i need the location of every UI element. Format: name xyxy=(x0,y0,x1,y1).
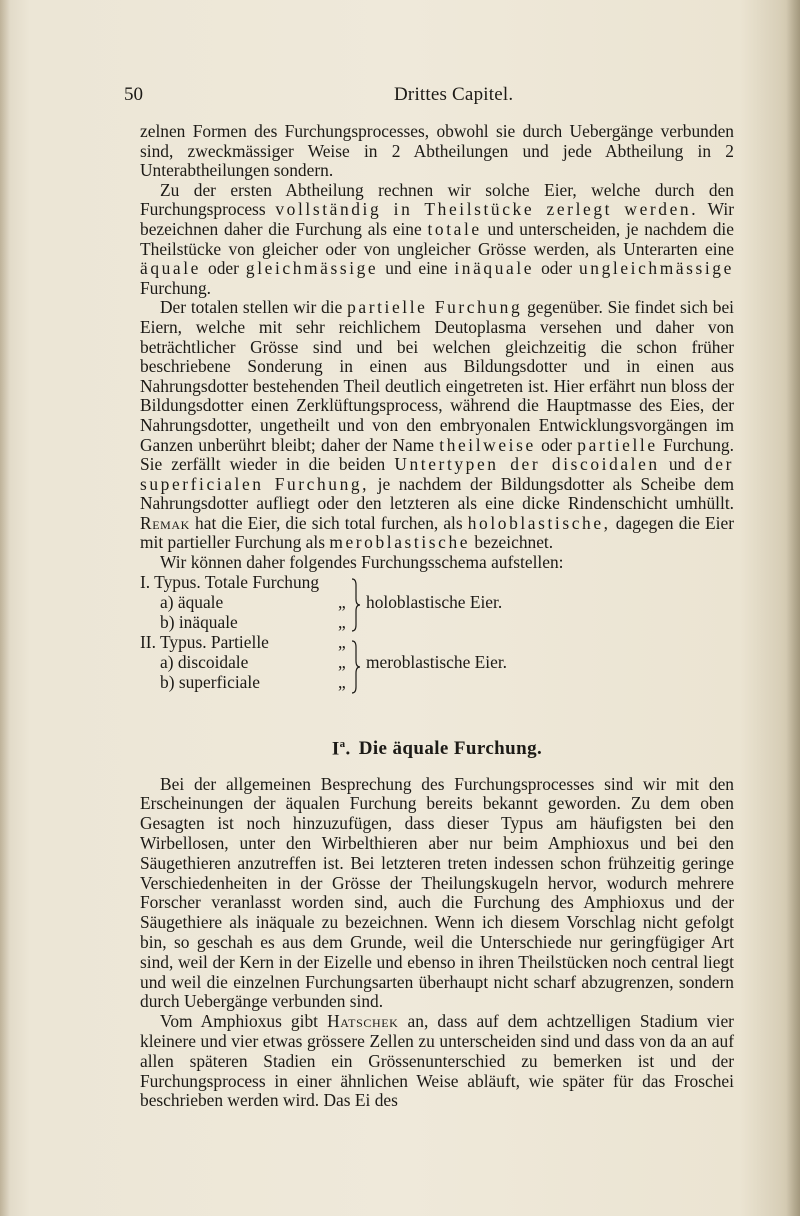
section-title: Die äquale Furchung. xyxy=(358,737,543,759)
brace-holoblastic xyxy=(350,577,362,633)
text-run: Der totalen stellen wir die xyxy=(160,297,343,318)
schema-row-label: I. Typus. Totale Furchung xyxy=(140,571,320,592)
emphasis-run: der superficialen Furchung, xyxy=(140,454,734,494)
paragraph-5: Bei der allgemeinen Besprechung des Furchungsprocesses sind wir mit den Erscheinungen der äqualen Furchung bereits bekannt geworden. Zu dem oben Gesagten ist noch hinzuzufügen, dass dieser Typus am häufigsten bei den Wirbellosen, unter den Wirbelthieren aber nur beim Amphioxus und bei den Säugethieren anzutreffen ist. Bei letzteren treten indessen schon frühzeitig geringe Verschiedenheiten in der Grösse der Theilungskugeln hervor, wodurch mehrere Forscher veranlasst worden sind, auch die Furchung des Amphioxus und der Säugethiere als inäquale zu bezeichnen. Wenn ich diesem Vorschlag nicht gefolgt bin, so geschah es aus dem Grunde, weil die Unterschiede nur geringfügiger Art sind, weil der Kern in der Eizelle und ebenso in ihren Theilstücken noch central liegt und weil die einzelnen Furchungsarten überhaupt nicht scharf abzugrenzen, sondern durch Uebergänge verbunden sind. xyxy=(140,773,734,1012)
page-left-shadow xyxy=(0,0,10,1216)
emphasis-run: gleichmässige xyxy=(245,258,379,279)
text-run: oder xyxy=(208,258,239,279)
emphasis-run: meroblastische xyxy=(329,532,471,553)
paragraph-3 xyxy=(140,298,734,553)
section-number: I xyxy=(331,737,340,759)
text-run: oder xyxy=(541,258,572,279)
schema-row-label: II. Typus. Partielle xyxy=(140,631,269,652)
text-run: und eine xyxy=(385,258,448,279)
emphasis-run: äquale xyxy=(140,258,201,279)
ditto-mark: „ xyxy=(338,591,346,612)
running-title: Drittes Capitel. xyxy=(394,84,514,105)
text-run: Furchung. Sie zerfällt wieder in die beiden xyxy=(140,434,734,475)
ditto-mark: „ xyxy=(338,651,346,672)
emphasis-run: Untertypen der discoidalen xyxy=(394,454,660,475)
text-run: und xyxy=(668,454,695,475)
paragraph-6 xyxy=(140,1012,734,1111)
text-run: Vom Amphioxus gibt xyxy=(160,1011,318,1032)
page-right-shadow xyxy=(786,0,800,1216)
schema-row-label: a) äquale xyxy=(160,591,224,612)
text-run: dagegen die Eier mit partieller Furchung als xyxy=(140,512,734,553)
paragraph-2 xyxy=(140,181,734,299)
body-text xyxy=(140,122,734,1111)
brace-label-meroblastic: meroblastische Eier. xyxy=(366,651,508,672)
text-run: gegenüber. Sie findet sich bei Eiern, welche mit sehr reichlichem Deutoplasma versehen und daher von beträchtlicher Grösse sind und bei welchen gleichzeitig die schon früher beschriebene Sonderung in einen aus Bildungsdotter und in einen aus Nahrungsdotter bestehenden Theil deutlich eingetreten ist. Hier erfährt nun bloss der Bildungsdotter einen Zerklüftungsprocess, während die Hauptmasse des Eies, der Nahrungsdotter, ungetheilt und von den embryonalen Entwicklungsvorgängen im Ganzen unberührt bleibt; daher der Name xyxy=(140,297,734,455)
section-number-superscript: a xyxy=(339,737,346,750)
ditto-mark: „ xyxy=(338,611,346,632)
text-run: je nachdem der Bildungsdotter als Scheibe dem Nahrungsdotter aufliegt oder den letzteren als eine dicke Rindenschicht umhüllt. xyxy=(140,473,734,514)
paragraph-1: zelnen Formen des Furchungsprocesses, obwohl sie durch Uebergänge verbunden sind, zweckmässiger Weise in 2 Abtheilungen und jede Abtheilung in 2 Unterabtheilungen sondern. xyxy=(140,121,734,181)
ditto-mark: „ xyxy=(338,671,346,692)
schema-row-label: b) inäquale xyxy=(160,611,238,632)
ditto-mark: „ xyxy=(338,631,346,652)
emphasis-run: vollständig in Theilstücke zerlegt werden. xyxy=(275,199,699,220)
emphasis-run: inäquale xyxy=(454,258,535,279)
section-heading: $I^a$. Die äquale Furchung. xyxy=(331,737,543,759)
text-run: an, dass auf dem achtzelligen Stadium vier kleinere und vier etwas grössere Zellen zu unterscheiden sind und dass von da an auf allen späteren Stadien ein Grössenunterschied zu bemerken ist und der Furchungsprocess in einer ähnlichen Weise abläuft, wie später für das Froschei beschrieben werden wird. Das Ei des xyxy=(140,1011,734,1111)
emphasis-run: partielle xyxy=(577,434,658,455)
schema-row-label: a) discoidale xyxy=(160,651,249,672)
emphasis-run: partielle Furchung xyxy=(347,297,523,318)
page-header xyxy=(124,84,684,108)
text-run: und unterscheiden, je nachdem die Theilstücke von gleicher oder von ungleicher Grösse werden, als Unterarten eine xyxy=(140,218,734,259)
text-run: Wir bezeichnen daher die Furchung als eine xyxy=(140,199,734,239)
paragraph-4: Wir können daher folgendes Furchungsschema aufstellen: xyxy=(160,552,564,573)
page-number: 50 xyxy=(124,84,143,105)
text-run: bezeichnet. xyxy=(474,532,554,553)
text-run: Furchung. xyxy=(140,277,212,298)
brace-label-holoblastic: holoblastische Eier. xyxy=(366,591,503,612)
emphasis-run: theilweise xyxy=(439,434,536,455)
schema-row-label: b) superficiale xyxy=(160,671,260,692)
emphasis-run: holoblastische, xyxy=(467,512,611,533)
author-name: Remak xyxy=(140,512,190,533)
text-run: oder xyxy=(541,434,572,455)
text-run: Zu der ersten Abtheilung rechnen wir solche Eier, welche durch den Furchungsprocess xyxy=(140,179,734,220)
brace-meroblastic xyxy=(350,639,362,695)
emphasis-run: totale xyxy=(427,218,482,239)
emphasis-run: ungleichmässige xyxy=(579,258,734,279)
furchungsschema xyxy=(140,573,734,713)
text-run: hat die Eier, die sich total furchen, als xyxy=(195,512,463,533)
author-name: Hatschek xyxy=(327,1011,399,1032)
